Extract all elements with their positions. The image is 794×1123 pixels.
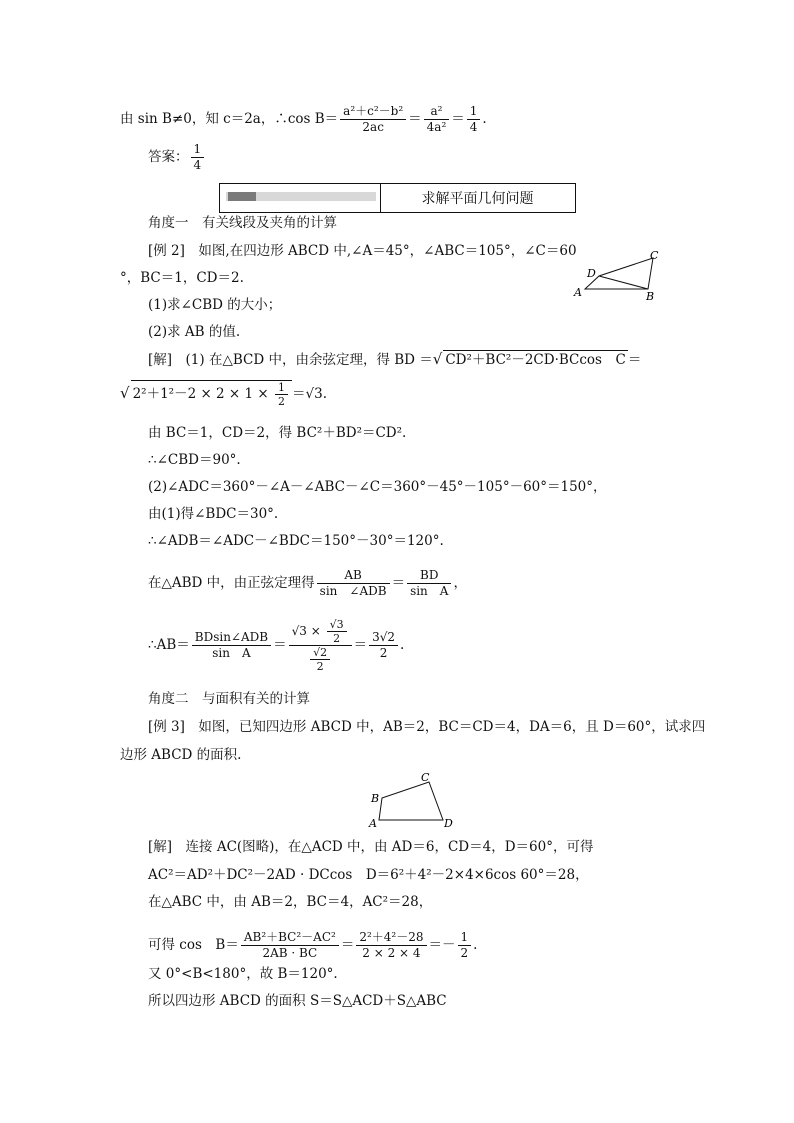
solution2-line1: [解] (1) 在△BCD 中，由余弦定理，得 BD ＝√ CD²＋BC²－2CD·BCcos C ＝ bbox=[148, 350, 642, 368]
figure1-label-c: C bbox=[650, 249, 659, 262]
figure2-label-c: C bbox=[421, 771, 430, 784]
figure2-label-d: D bbox=[444, 817, 453, 830]
fraction: $\frac{1}{2}$ bbox=[275, 381, 288, 408]
solution2-line3: 由 BC＝1，CD＝2，得 BC²＋BD²＝CD². bbox=[148, 425, 407, 441]
fraction: $\frac{\text{AB²＋BC²－AC²}}{2AB \cdot BC}$ bbox=[241, 930, 339, 961]
solution3-line6: 所以四边形 ABCD 的面积 S＝S△ACD＋S△ABC bbox=[148, 993, 447, 1009]
fraction: $\frac{AB}{\text{sin ∠ADB}}$ bbox=[317, 568, 390, 599]
fraction: $\frac{\text{BDsin∠ADB}}{\text{sin A}}$ bbox=[192, 630, 271, 661]
figure2-label-a: A bbox=[369, 817, 377, 830]
figure1-diagonal-db bbox=[599, 276, 648, 289]
solution2-line4: ∴∠CBD＝90°. bbox=[148, 452, 241, 468]
solution3-line2: AC²＝AD²＋DC²－2AD · DCcos D＝6²＋4²－2×4×6cos 60°＝28， bbox=[148, 867, 589, 883]
example2-question2: (2)求 AB 的值. bbox=[148, 324, 241, 340]
fraction: $\frac{\text{2²＋4²－28}}{2 \times 2 \times 4}$ bbox=[356, 930, 426, 961]
solution2-line8: 在△ABD 中，由正弦定理得 $\frac{AB}{\text{sin ∠ADB}}$ ＝ $\frac{BD}{\text{sin A}}$ ， bbox=[148, 568, 467, 598]
solution3-line3: 在△ABC 中，由 AB＝2，BC＝4，AC²＝28， bbox=[148, 894, 433, 910]
formula-line-cosB: 由 sin B≠0，知 c＝2a，∴cos B＝ $\frac{\text{a²＋c²－b²}}{2ac}$ ＝ $\frac{\text{a²}}{\text{4a²}}$ ＝ $\frac{1}{4}$ . bbox=[120, 104, 487, 134]
section-header bbox=[219, 183, 576, 213]
fraction: $\frac{BD}{\text{sin A}}$ bbox=[407, 568, 451, 599]
example2-question1: (1)求∠CBD 的大小； bbox=[148, 297, 282, 313]
solution2-line5: (2)∠ADC＝360°－∠A－∠ABC－∠C＝360°－45°－105°－60°＝150°， bbox=[148, 479, 607, 495]
answer-label: 答案： bbox=[148, 149, 189, 165]
fraction: $\frac{\text{a²}}{\text{4a²}}$ bbox=[424, 104, 450, 135]
answer-line bbox=[148, 142, 206, 173]
quadrilateral-figure-1 bbox=[570, 248, 670, 304]
solution3-line4: 可得 cos B＝ $\frac{\text{AB²＋BC²－AC²}}{2AB \cdot BC}$ ＝ $\frac{\text{2²＋4²－28}}{2 \times 2 \times 4}$ ＝－ $\frac{1}{2}$ . bbox=[148, 930, 478, 960]
solution2-line2: √ 2²＋1²－2 × 2 × 1 × $\frac{1}{2}$ ＝√3. bbox=[120, 381, 328, 408]
example3-line2: 边形 ABCD 的面积. bbox=[120, 747, 242, 763]
figure1-label-d: D bbox=[587, 267, 596, 280]
section-title: 求解平面几何问题 bbox=[421, 191, 534, 207]
figure1-label-b: B bbox=[646, 290, 655, 303]
example3-line1: [例 3] 如图，已知四边形 ABCD 中，AB＝2，BC＝CD＝4，DA＝6，且 D＝60°，试求四 bbox=[148, 719, 706, 735]
answer-fraction: $\frac{1}{4}$ bbox=[191, 142, 205, 173]
fraction: $\frac{\text{a²＋c²－b²}}{2ac}$ bbox=[340, 104, 406, 135]
section-tag-bar bbox=[226, 192, 376, 201]
solution2-line6: 由(1)得∠BDC＝30°. bbox=[148, 506, 279, 522]
solution2-line9: ∴AB＝ $\frac{\text{BDsin∠ADB}}{\text{sin A}}$ ＝ √3 × $\frac{√3}{2}$ $\frac{√2}{2}$ ＝ $\frac{3√2}{2}$ . bbox=[148, 618, 405, 673]
solution2-line7: ∴∠ADB＝∠ADC－∠BDC＝150°－30°＝120°. bbox=[148, 533, 444, 549]
text-prefix: 由 sin B≠0，知 c＝2a，∴cos B＝ bbox=[120, 111, 339, 127]
example2-line1: [例 2] 如图,在四边形 ABCD 中,∠A＝45°，∠ABC＝105°，∠C＝60 bbox=[148, 243, 577, 259]
solution3-line1: [解] 连接 AC(图略)，在△ACD 中，由 AD＝6，CD＝4，D＝60°，可得 bbox=[148, 839, 594, 855]
angle2-heading: 角度二 与面积有关的计算 bbox=[148, 691, 310, 707]
fraction: $\frac{1}{2}$ bbox=[458, 930, 472, 961]
figure1-label-a: A bbox=[574, 286, 582, 299]
solution3-line5: 又 0°<B<180°，故 B＝120°. bbox=[148, 966, 338, 982]
quadrilateral-figure-2 bbox=[365, 770, 465, 832]
nested-fraction: √3 × $\frac{√3}{2}$ $\frac{√2}{2}$ bbox=[289, 618, 352, 673]
example2-line2: °，BC＝1，CD＝2. bbox=[120, 270, 244, 286]
fraction: $\frac{1}{4}$ bbox=[467, 104, 481, 135]
angle1-heading: 角度一 有关线段及夹角的计算 bbox=[148, 215, 337, 231]
figure2-label-b: B bbox=[371, 792, 380, 805]
section-tag-cell bbox=[220, 184, 381, 212]
figure2-outline bbox=[379, 782, 443, 820]
section-tag-marker bbox=[228, 192, 256, 201]
fraction: $\frac{3√2}{2}$ bbox=[369, 630, 398, 661]
